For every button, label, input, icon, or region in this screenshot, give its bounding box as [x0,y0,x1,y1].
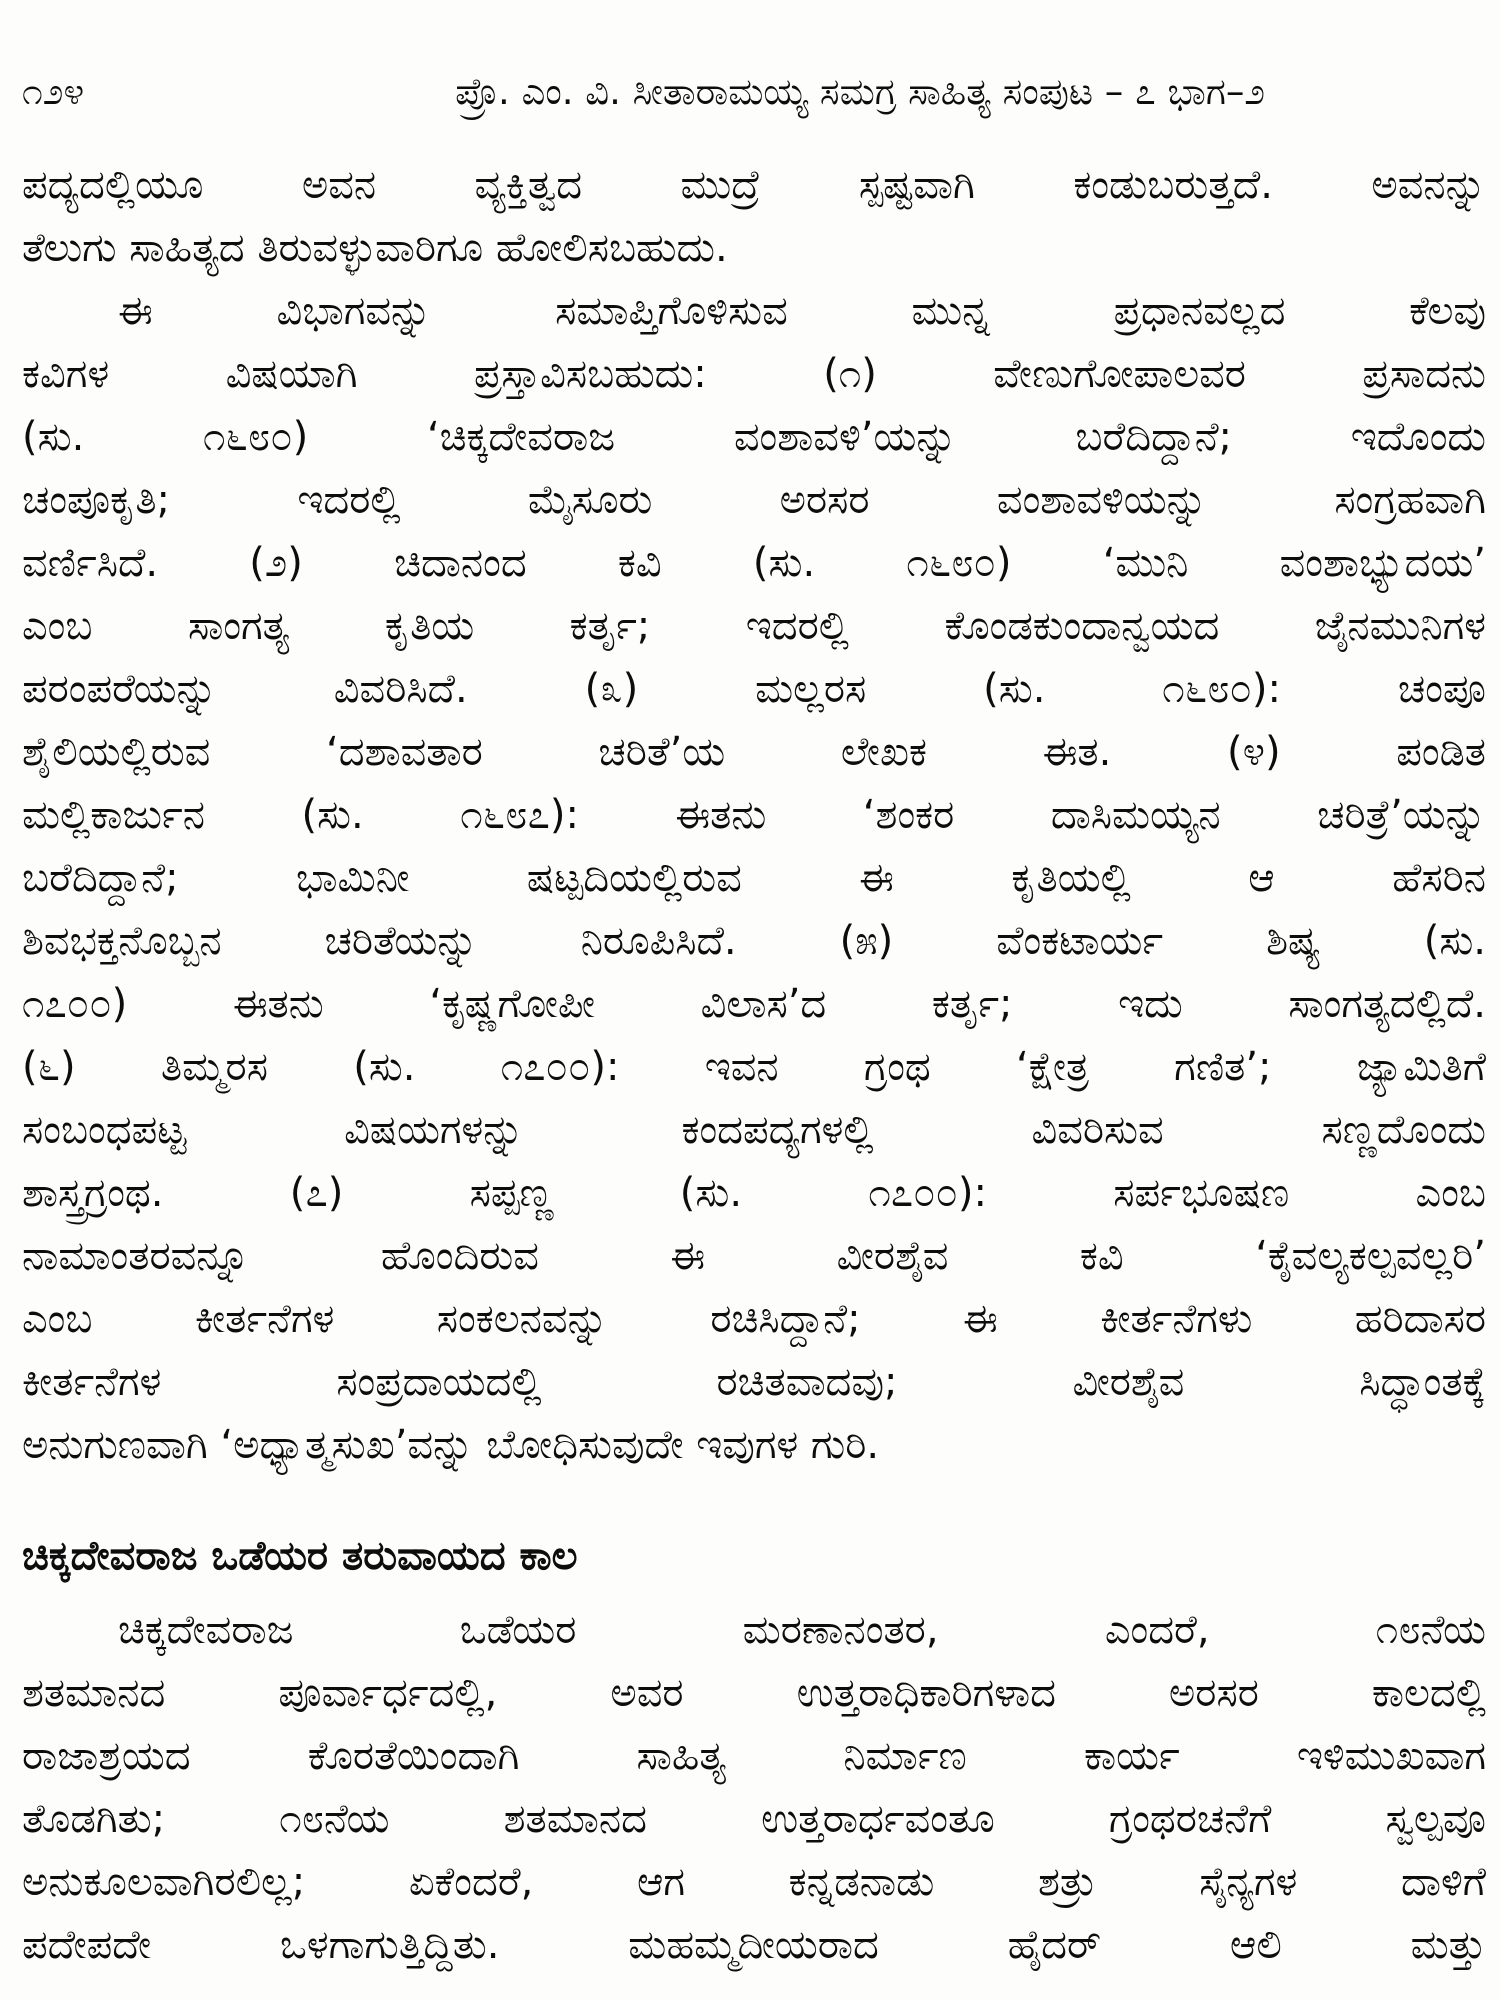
paragraph-2 [22,280,1486,1477]
text-line: ಪರಂಪರೆಯನ್ನು ವಿವರಿಸಿದೆ. (೩) ಮಲ್ಲರಸ (ಸು. ೧೬೮೦): ಚಂಪೂ [22,666,1486,713]
text-line: ಬರೆದಿದ್ದಾನೆ; ಭಾಮಿನೀ ಷಟ್ಪದಿಯಲ್ಲಿರುವ ಈ ಕೃತಿಯಲ್ಲಿ ಆ ಹೆಸರಿನ [22,855,1486,902]
text-line: ರಾಜಾಶ್ರಯದ ಕೊರತೆಯಿಂದಾಗಿ ಸಾಹಿತ್ಯ ನಿರ್ಮಾಣ ಕಾರ್ಯ ಇಳಿಮುಖವಾಗ [22,1733,1486,1780]
text-line: ಶಿವಭಕ್ತನೊಬ್ಬನ ಚರಿತೆಯನ್ನು ನಿರೂಪಿಸಿದೆ. (೫) ವೆಂಕಟಾರ್ಯ ಶಿಷ್ಯ (ಸು. [22,918,1486,965]
text-line: ನಾಮಾಂತರವನ್ನೂ ಹೊಂದಿರುವ ಈ ವೀರಶೈವ ಕವಿ ‘ಕೈವಲ್ಯಕಲ್ಪವಲ್ಲರಿ’ [22,1233,1486,1280]
text-line: ಶೈಲಿಯಲ್ಲಿರುವ ‘ದಶಾವತಾರ ಚರಿತೆ’ಯ ಲೇಖಕ ಈತ. (೪) ಪಂಡಿತ [22,729,1486,776]
text-line: ಕವಿಗಳ ವಿಷಯಾಗಿ ಪ್ರಸ್ತಾವಿಸಬಹುದು: (೧) ವೇಣುಗೋಪಾಲವರ ಪ್ರಸಾದನು [22,351,1486,398]
page-body [22,154,1486,1977]
text-line: ಎಂಬ ಸಾಂಗತ್ಯ ಕೃತಿಯ ಕರ್ತೃ; ಇದರಲ್ಲಿ ಕೊಂಡಕುಂದಾನ್ವಯದ ಜೈನಮುನಿಗಳ [22,603,1486,650]
text-line: ತೊಡಗಿತು; ೧೮ನೆಯ ಶತಮಾನದ ಉತ್ತರಾರ್ಧವಂತೂ ಗ್ರಂಥರಚನೆಗೆ ಸ್ವಲ್ಪವೂ [22,1796,1486,1843]
text-line: ಪದ್ಯದಲ್ಲಿಯೂ ಅವನ ವ್ಯಕ್ತಿತ್ವದ ಮುದ್ರೆ ಸ್ಪಷ್ಟವಾಗಿ ಕಂಡುಬರುತ್ತದೆ. ಅವನನ್ನು [22,162,1486,209]
text-line: ಸಂಬಂಧಪಟ್ಟ ವಿಷಯಗಳನ್ನು ಕಂದಪದ್ಯಗಳಲ್ಲಿ ವಿವರಿಸುವ ಸಣ್ಣದೊಂದು [22,1107,1486,1154]
text-line: ಅನುಗುಣವಾಗಿ ‘ಅಧ್ಯಾತ್ಮಸುಖ’ವನ್ನು ಬೋಧಿಸುವುದೇ ಇವುಗಳ ಗುರಿ. [22,1422,880,1469]
text-line: ಅನುಕೂಲವಾಗಿರಲಿಲ್ಲ; ಏಕೆಂದರೆ, ಆಗ ಕನ್ನಡನಾಡು ಶತ್ರು ಸೈನ್ಯಗಳ ದಾಳಿಗೆ [22,1859,1486,1906]
text-line: ಚಿಕ್ಕದೇವರಾಜ ಒಡೆಯರ ಮರಣಾನಂತರ, ಎಂದರೆ, ೧೮ನೆಯ [118,1607,1486,1654]
paragraph-1 [22,154,1486,280]
text-line: ತೆಲುಗು ಸಾಹಿತ್ಯದ ತಿರುವಳ್ಳುವಾರಿಗೂ ಹೋಲಿಸಬಹುದು. [22,225,728,272]
text-line: ಚಂಪೂಕೃತಿ; ಇದರಲ್ಲಿ ಮೈಸೂರು ಅರಸರ ವಂಶಾವಳಿಯನ್ನು ಸಂಗ್ರಹವಾಗಿ [22,477,1486,524]
text-line: ೧೭೦೦) ಈತನು ‘ಕೃಷ್ಣಗೋಪೀ ವಿಲಾಸ’ದ ಕರ್ತೃ; ಇದು ಸಾಂಗತ್ಯದಲ್ಲಿದೆ. [22,981,1486,1028]
paragraph-3 [22,1599,1486,1977]
text-line: ಎಂಬ ಕೀರ್ತನೆಗಳ ಸಂಕಲನವನ್ನು ರಚಿಸಿದ್ದಾನೆ; ಈ ಕೀರ್ತನೆಗಳು ಹರಿದಾಸರ [22,1296,1486,1343]
text-line: (೬) ತಿಮ್ಮರಸ (ಸು. ೧೭೦೦): ಇವನ ಗ್ರಂಥ ‘ಕ್ಷೇತ್ರ ಗಣಿತ’; ಜ್ಯಾಮಿತಿಗೆ [22,1044,1486,1091]
text-line: (ಸು. ೧೬೮೦) ‘ಚಿಕ್ಕದೇವರಾಜ ವಂಶಾವಳಿ’ಯನ್ನು ಬರೆದಿದ್ದಾನೆ; ಇದೊಂದು [22,414,1486,461]
text-line: ಪದೇಪದೇ ಒಳಗಾಗುತ್ತಿದ್ದಿತು. ಮಹಮ್ಮದೀಯರಾದ ಹೈದರ್ ಆಲಿ ಮತ್ತು [22,1922,1486,1969]
page-number: ೧೨೪ [22,70,85,113]
running-title: ಪ್ರೊ. ಎಂ. ವಿ. ಸೀತಾರಾಮಯ್ಯ ಸಮಗ್ರ ಸಾಹಿತ್ಯ ಸಂಪುಟ – ೭ ಭಾಗ–೨ [455,70,1266,113]
text-line: ಶಾಸ್ತ್ರಗ್ರಂಥ. (೭) ಸಪ್ಪಣ್ಣ (ಸು. ೧೭೦೦): ಸರ್ಪಭೂಷಣ ಎಂಬ [22,1170,1486,1217]
page-header [22,70,1486,114]
section-heading: ಚಿಕ್ಕದೇವರಾಜ ಒಡೆಯರ ತರುವಾಯದ ಕಾಲ [22,1533,578,1580]
text-line: ಮಲ್ಲಿಕಾರ್ಜುನ (ಸು. ೧೬೮೭): ಈತನು ‘ಶಂಕರ ದಾಸಿಮಯ್ಯನ ಚರಿತ್ರೆ’ಯನ್ನು [22,792,1486,839]
text-line: ವರ್ಣಿಸಿದೆ. (೨) ಚಿದಾನಂದ ಕವಿ (ಸು. ೧೬೮೦) ‘ಮುನಿ ವಂಶಾಭ್ಯುದಯ’ [22,540,1486,587]
text-line: ಈ ವಿಭಾಗವನ್ನು ಸಮಾಪ್ತಿಗೊಳಿಸುವ ಮುನ್ನ ಪ್ರಧಾನವಲ್ಲದ ಕೆಲವು [118,288,1486,335]
text-line: ಶತಮಾನದ ಪೂರ್ವಾರ್ಧದಲ್ಲಿ, ಅವರ ಉತ್ತರಾಧಿಕಾರಿಗಳಾದ ಅರಸರ ಕಾಲದಲ್ಲಿ [22,1670,1486,1717]
text-line: ಕೀರ್ತನೆಗಳ ಸಂಪ್ರದಾಯದಲ್ಲಿ ರಚಿತವಾದವು; ವೀರಶೈವ ಸಿದ್ಧಾಂತಕ್ಕೆ [22,1359,1486,1406]
